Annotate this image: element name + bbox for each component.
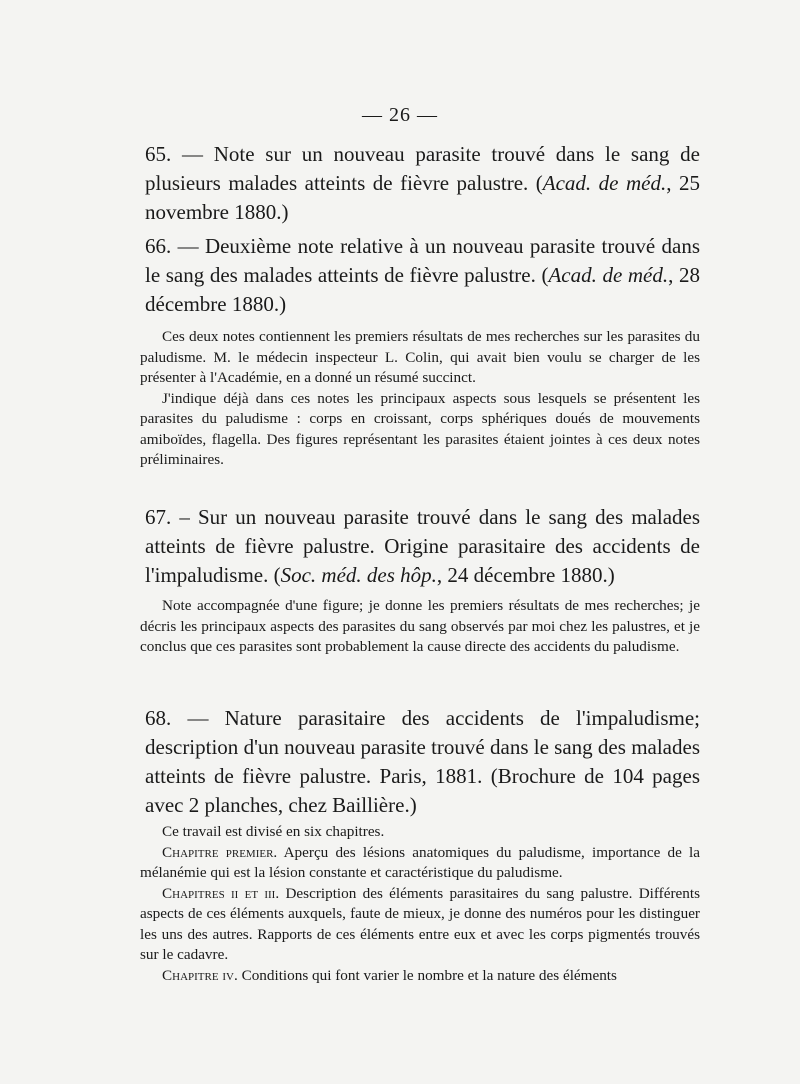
chapter-heading: Chapitre iv. <box>162 966 238 984</box>
note-paragraph: Ces deux notes contiennent les premiers résultats de mes recherches sur les parasites du paludisme. M. le médecin inspecteur L. Colin, qui avait bien voulu se charger de les présenter à l'Académie, en a donné un résumé succinct. <box>140 328 700 386</box>
entry-number: 67. <box>145 505 172 529</box>
note-entry-68 <box>140 822 700 986</box>
note-entry-67 <box>140 596 700 658</box>
entry-tail: , 28 décembre 1880.) <box>145 263 700 316</box>
chapter-text: Aperçu des lésions anatomiques du paludisme, importance de la mélanémie qui est la lésion constante et caractéristique du paludisme. <box>140 843 700 881</box>
entry-tail: , 25 novembre 1880.) <box>145 171 700 224</box>
entry-number: 66. <box>145 234 172 258</box>
entry-source: Soc. méd. des hôp. <box>280 563 437 587</box>
entry-number: 68. <box>145 706 172 730</box>
note-paragraph: Note accompagnée d'une figure; je donne les premiers résultats de mes recherches; je décris les principaux aspects des parasites du sang observés par moi chez les palustres, et je conclus que ces parasites sont probablement la cause directe des accidents du paludisme. <box>140 597 700 655</box>
bibliography-entry-68 <box>145 704 700 820</box>
note-paragraph: Ce travail est divisé en six chapitres. <box>162 823 385 840</box>
bibliography-entry-67 <box>145 503 700 590</box>
bibliography-entry-66 <box>145 232 700 319</box>
entry-source: Acad. de méd. <box>542 171 667 195</box>
chapter-text: Conditions qui font varier le nombre et la nature des éléments <box>237 966 617 984</box>
entry-source: Acad. de méd. <box>548 263 669 287</box>
chapter-heading: Chapitre premier. <box>162 843 278 861</box>
note-paragraph <box>140 884 700 966</box>
bibliography-entry-65 <box>145 140 700 227</box>
entry-text: – Sur un nouveau parasite trouvé dans le sang des malades atteints de fièvre palustre. Origine parasitaire des accidents de l'impaludisme. ( <box>145 505 701 587</box>
page-number: — 26 — <box>362 104 438 126</box>
entry-text: — Deuxième note relative à un nouveau parasite trouvé dans le sang des malades atteints de fièvre palustre. ( <box>145 234 700 287</box>
chapter-text: Description des éléments parasitaires du sang palustre. Différents aspects de ces éléments auxquels, faute de mieux, je donne des numéros pour les distinguer les uns des autres. Rapports de ces éléments entre eux et avec les corps pigmentés trouvés sur le cadavre. <box>140 884 700 963</box>
note-paragraph: J'indique déjà dans ces notes les principaux aspects sous lesquels se présentent les parasites du paludisme : corps en croissant, corps sphériques doués de mouvements amiboïdes, flagella. Des figures représentant les parasites étaient jointes à ces deux notes préliminaires. <box>140 389 700 468</box>
note-paragraph <box>140 843 700 884</box>
note-entries-65-66 <box>140 327 700 471</box>
entry-text: — Nature parasitaire des accidents de l'impaludisme; description d'un nouveau parasite trouvé dans le sang des malades atteints de fièvre palustre. Paris, 1881. (Brochure de 104 pages avec 2 planches, chez Baillière.) <box>145 706 700 817</box>
entry-text: — Note sur un nouveau parasite trouvé dans le sang de plusieurs malades atteints de fièvre palustre. ( <box>145 142 700 195</box>
chapter-heading: Chapitres ii et iii. <box>162 884 280 902</box>
note-paragraph <box>140 966 700 987</box>
entry-number: 65. <box>145 142 172 166</box>
entry-tail: , 24 décembre 1880.) <box>436 563 615 587</box>
